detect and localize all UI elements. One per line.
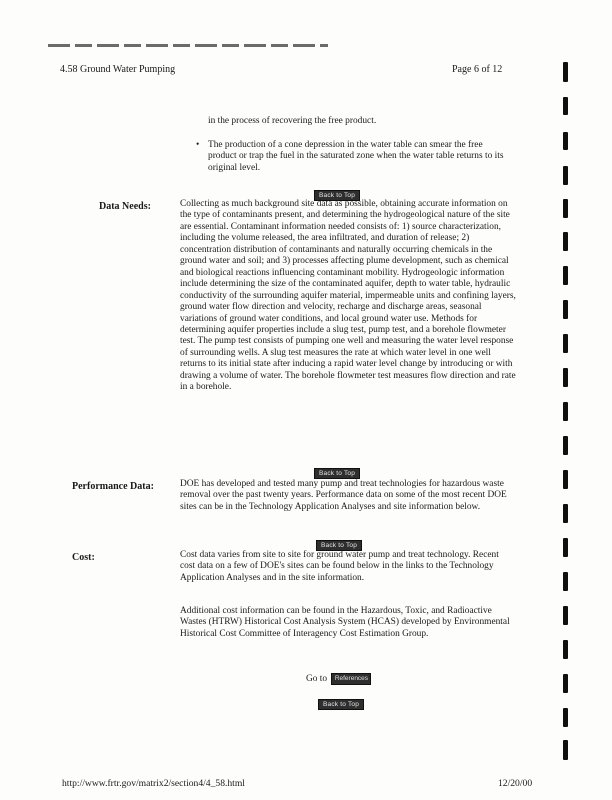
scan-dash-line xyxy=(48,44,328,47)
scan-edge-mark xyxy=(563,538,568,557)
scan-edge-mark xyxy=(563,97,568,115)
scan-edge-mark xyxy=(563,368,568,387)
cost-text-2: Additional cost information can be found in the Hazardous, Toxic, and Radioactive Wastes (HTRW) Historical Cost Analysis System (HCAS) developed by Environmental Historical Cost Committee of Interagency Cost Estimation Group. xyxy=(180,606,510,639)
scan-edge-mark xyxy=(563,266,568,285)
scan-edge-mark xyxy=(563,436,568,455)
cost-label: Cost: xyxy=(72,552,95,563)
scan-edge-mark xyxy=(563,572,568,591)
goto-prefix: Go to xyxy=(306,674,328,685)
continuation-text: in the process of recovering the free product. xyxy=(208,116,377,126)
back-to-top-button[interactable]: Back to Top xyxy=(318,699,364,710)
bullet-text: The production of a cone depression in the water table can smear the free product or trap the fuel in the saturated zone when the water table returns to its original level. xyxy=(208,140,504,173)
scan-edge-mark xyxy=(563,300,568,319)
back-to-top-button[interactable]: Back to Top xyxy=(314,190,360,201)
performance-data-text: DOE has developed and tested many pump and treat technologies for hazardous waste removal over the past twenty years. Performance data on some of the most recent DOE sites can be in the Technology Application Analyses and site information below. xyxy=(180,479,507,512)
page-header-number: Page 6 of 12 xyxy=(452,64,503,75)
scan-edge-mark xyxy=(563,740,568,760)
scan-edge-mark xyxy=(563,402,568,421)
scan-edge-mark xyxy=(563,62,568,82)
scan-edge-mark xyxy=(563,640,568,659)
scan-edge-mark xyxy=(563,199,568,218)
scan-edge-mark xyxy=(563,166,568,185)
goto-line xyxy=(306,673,371,685)
references-button[interactable]: References xyxy=(331,673,371,685)
page-header-title: 4.58 Ground Water Pumping xyxy=(60,64,176,75)
scan-edge-mark xyxy=(563,606,568,625)
scan-edge-mark xyxy=(563,504,568,523)
footer-url: http://www.frtr.gov/matrix2/section4/4_58.html xyxy=(62,778,245,789)
scan-edge-mark xyxy=(563,132,568,150)
scan-edge-mark xyxy=(563,334,568,353)
data-needs-text: Collecting as much background site data as possible, obtaining accurate information on the type of contaminants present, and determining the hydrogeological nature of the site are essential. Contaminant information needed consists of: 1) source characterization, including the volume released, the area infiltrated, and duration of release; 2) concentration distribution of contaminants and naturally occurring chemicals in the ground water and soil; and 3) processes affecting plume development, such as chemical and biological reactions influencing contaminant mobility. Hydrogeologic information include determining the size of the contaminated aquifer, depth to water table, hydraulic conductivity of the surrounding aquifer material, impermeable units and confining layers, ground water flow direction and velocity, recharge and discharge areas, seasonal variations of ground water conditions, and local ground water use. Methods for determining aquifer properties include a slug test, pump test, and a borehole flowmeter test. The pump test consists of pumping one well and measuring the water level response of surrounding wells. A slug test measures the rate at which water level in one well returns to its initial state after inducing a rapid water level change by introducing or with drawing a volume of water. The borehole flowmeter test measures flow direction and rate in a borehole. xyxy=(180,199,516,393)
cost-text-1: Cost data varies from site to site for ground water pump and treat technology. Recent cost data on a few of DOE's sites can be found below in the links to the Technology Application Analyses and in the site information. xyxy=(180,550,499,583)
bullet-item xyxy=(196,140,506,174)
bullet-dot-icon: • xyxy=(196,140,200,150)
footer-date: 12/20/00 xyxy=(498,778,533,789)
scan-edge-mark xyxy=(563,470,568,489)
data-needs-label: Data Needs: xyxy=(99,201,151,212)
back-to-top-button[interactable]: Back to Top xyxy=(316,540,362,551)
performance-data-label: Performance Data: xyxy=(72,481,154,492)
back-to-top-button[interactable]: Back to Top xyxy=(314,468,360,479)
scan-edge-mark xyxy=(563,674,568,693)
scan-edge-mark xyxy=(563,232,568,251)
scan-edge-mark xyxy=(563,708,568,727)
